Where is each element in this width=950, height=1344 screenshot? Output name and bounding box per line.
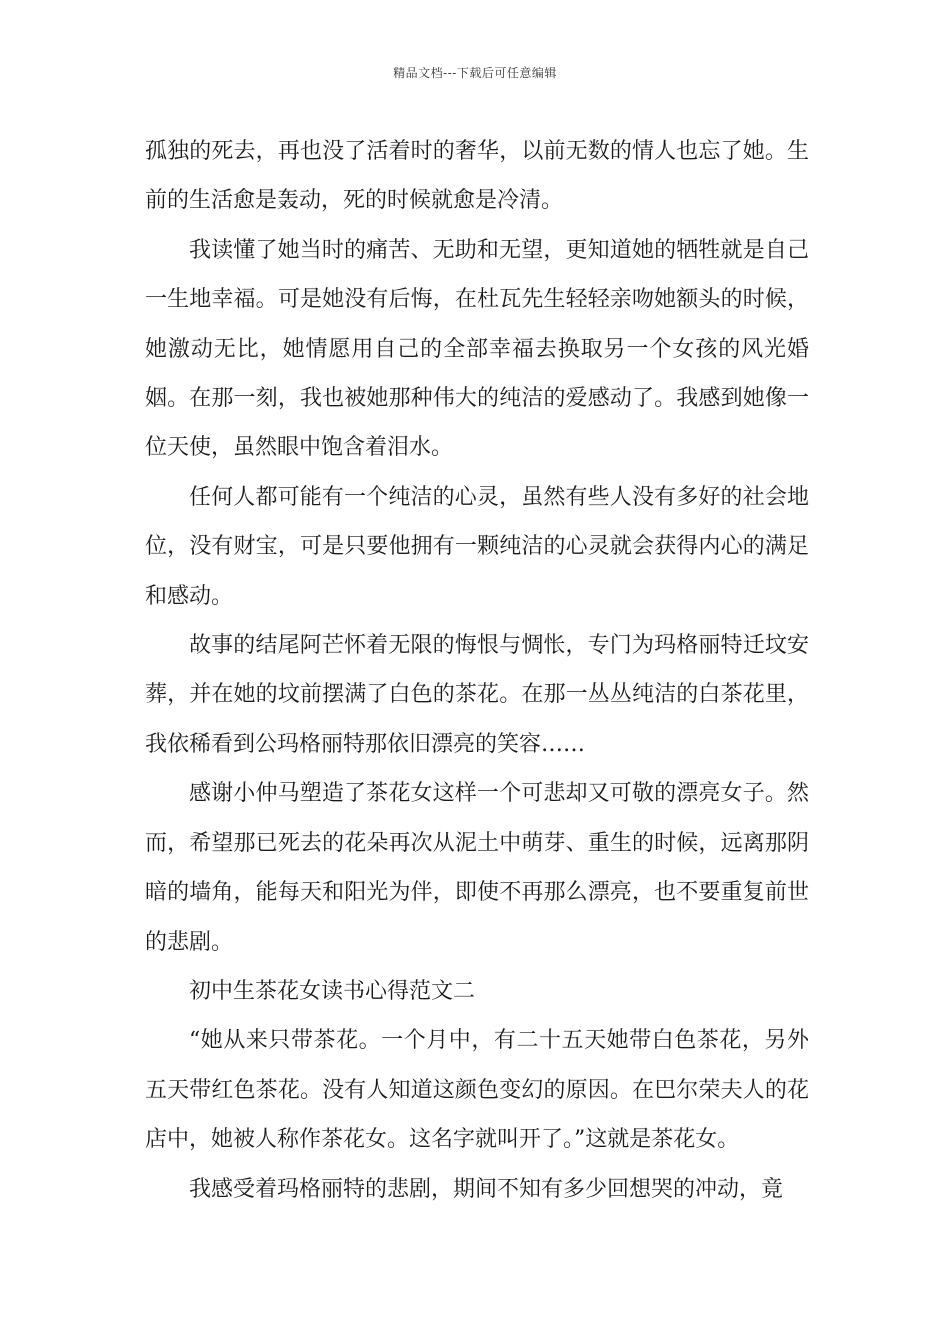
document-body [145,127,809,1214]
section-heading: 初中生茶花女读书心得范文二 [189,978,476,1004]
paragraph-4: 故事的结尾阿芒怀着无限的悔恨与惆怅，专门为玛格丽特迁坟安葬，并在她的坟前摆满了白色的茶花。在那一丛丛纯洁的白茶花里，我依稀看到公玛格丽特那依旧漂亮的笑容…… [145,633,809,757]
paragraph-last: 我感受着玛格丽特的悲剧，期间不知有多少回想哭的冲动，竟 [189,1176,784,1202]
page-header: 精品文档---下载后可任意编辑 [393,66,557,80]
paragraph-5: 感谢小仲马塑造了茶花女这样一个可悲却又可敬的漂亮女子。然而，希望那已死去的花朵再次从泥土中萌芽、重生的时候，远离那阴暗的墙角，能每天和阳光为伴，即使不再那么漂亮，也不要重复前世的悲剧。 [145,781,809,955]
paragraph-quote: “她从来只带茶花。一个月中，有二十五天她带白色茶花，另外五天带红色茶花。没有人知道这颜色变幻的原因。在巴尔荣夫人的花店中，她被人称作茶花女。这名字就叫开了。”这就是茶花女。 [145,1028,809,1153]
paragraph-3: 任何人都可能有一个纯洁的心灵，虽然有些人没有多好的社会地位，没有财宝，可是只要他拥有一颗纯洁的心灵就会获得内心的满足和感动。 [145,484,809,609]
paragraph-2: 我读懂了她当时的痛苦、无助和无望，更知道她的牺牲就是自己一生地幸福。可是她没有后悔，在杜瓦先生轻轻亲吻她额头的时候，她激动无比，她情愿用自己的全部幸福去换取另一个女孩的风光婚姻。在那一刻，我也被她那种伟大的纯洁的爱感动了。我感到她像一位天使，虽然眼中饱含着泪水。 [145,237,809,461]
paragraph-1: 孤独的死去，再也没了活着时的奢华，以前无数的情人也忘了她。生前的生活愈是轰动，死的时候就愈是冷清。 [145,139,809,214]
